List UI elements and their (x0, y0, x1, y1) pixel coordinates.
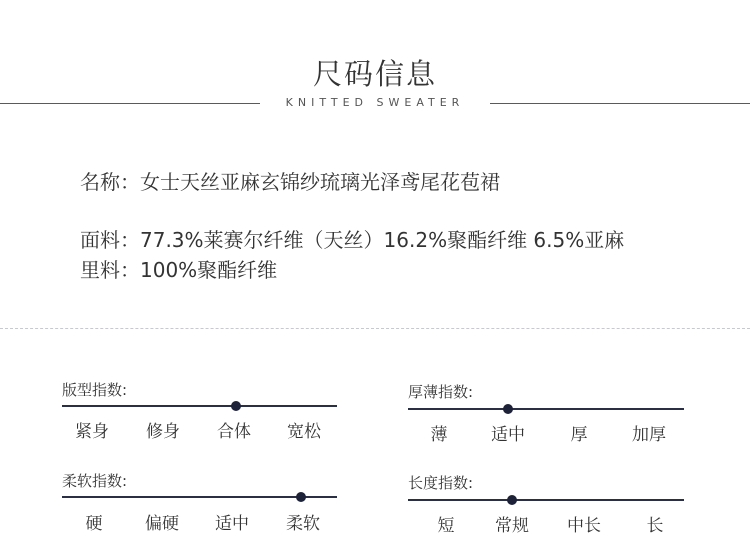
softness-option: 偏硬 (145, 514, 179, 534)
thickness-option: 薄 (430, 425, 448, 445)
fit-option: 修身 (146, 422, 180, 442)
length-option: 长 (646, 516, 664, 536)
fit-index-label: 版型指数: (62, 381, 128, 399)
fit-index-scale (62, 405, 337, 407)
softness-option: 适中 (215, 514, 249, 534)
thickness-index-label: 厚薄指数: (408, 383, 474, 401)
thickness-option: 厚 (570, 425, 588, 445)
fit-option: 宽松 (287, 422, 321, 442)
thickness-option: 加厚 (632, 425, 666, 445)
length-index-marker (507, 495, 517, 505)
lining-composition: 里料：100%聚酯纤维 (80, 258, 278, 282)
softness-option: 柔软 (286, 514, 320, 534)
fit-option: 合体 (217, 422, 251, 442)
thickness-index-scale (408, 408, 684, 410)
fit-option: 紧身 (75, 422, 109, 442)
length-option: 中长 (567, 516, 601, 536)
softness-option: 硬 (85, 514, 103, 534)
length-index-scale (408, 499, 684, 501)
thickness-option: 适中 (491, 425, 525, 445)
softness-index-label: 柔软指数: (62, 472, 128, 490)
fit-index-marker (231, 401, 241, 411)
product-name: 名称：女士天丝亚麻玄锦纱琉璃光泽鸢尾花苞裙 (80, 170, 500, 194)
page-subtitle: KNITTED SWEATER (285, 96, 465, 109)
title-divider-right (490, 103, 750, 104)
page-title: 尺码信息 (312, 57, 437, 91)
thickness-index-marker (503, 404, 513, 414)
length-option: 常规 (495, 516, 529, 536)
softness-index-marker (296, 492, 306, 502)
fabric-composition: 面料：77.3%莱赛尔纤维（天丝）16.2%聚酯纤维 6.5%亚麻 (80, 228, 625, 252)
title-divider-left (0, 103, 260, 104)
length-index-label: 长度指数: (408, 474, 474, 492)
section-divider (0, 328, 750, 329)
length-option: 短 (437, 516, 455, 536)
